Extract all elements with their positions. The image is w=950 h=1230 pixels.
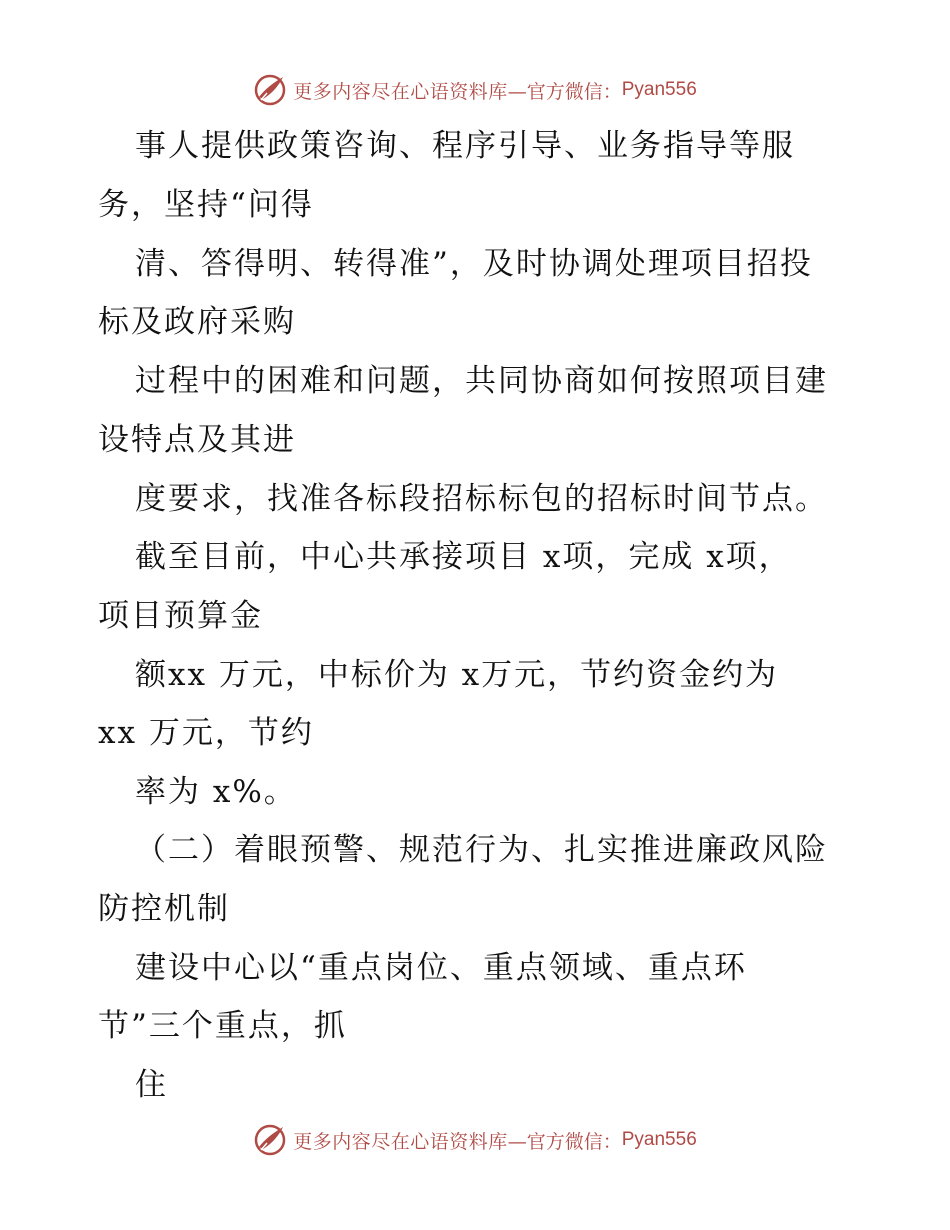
header-watermark	[0, 70, 950, 110]
body-line: （二）着眼预警、规范行为、扎实推进廉政风险	[135, 832, 828, 868]
watermark-wechat-id: Pyan556	[621, 79, 697, 100]
body-line: 截至目前，中心共承接项目 x项，完成 x项，	[135, 539, 792, 575]
body-line: 务，坚持“问得	[98, 187, 314, 223]
watermark-separator: —官方微信：	[507, 1130, 622, 1153]
body-line: 防控机制	[98, 891, 230, 927]
body-line: 项目预算金	[98, 598, 263, 634]
body-line: 设特点及其进	[98, 422, 296, 458]
body-line: 清、答得明、转得准”，及时协调处理项目招投	[135, 246, 813, 282]
body-line: 事人提供政策咨询、程序引导、业务指导等服	[135, 128, 795, 164]
body-line: 过程中的困难和问题，共同协商如何按照项目建	[135, 363, 828, 399]
watermark-separator: —官方微信：	[507, 80, 622, 103]
quill-logo-icon	[253, 1123, 287, 1157]
body-line: 住	[135, 1067, 168, 1103]
body-line: 标及政府采购	[98, 304, 296, 340]
quill-logo-icon	[253, 73, 287, 107]
body-line: 节”三个重点，抓	[98, 1008, 347, 1044]
watermark-text: 更多内容尽在心语资料库	[293, 1130, 508, 1153]
body-line: 额xx 万元，中标价为 x万元，节约资金约为	[135, 657, 779, 693]
body-line: 建设中心以“重点岗位、重点领域、重点环	[135, 950, 747, 986]
watermark-wechat-id: Pyan556	[621, 1129, 697, 1150]
body-line: xx 万元，节约	[98, 715, 314, 751]
watermark-text: 更多内容尽在心语资料库	[293, 80, 508, 103]
body-line: 率为 x%。	[135, 774, 297, 810]
body-line: 度要求，找准各标段招标标包的招标时间节点。	[135, 481, 828, 517]
footer-watermark	[0, 1120, 950, 1160]
